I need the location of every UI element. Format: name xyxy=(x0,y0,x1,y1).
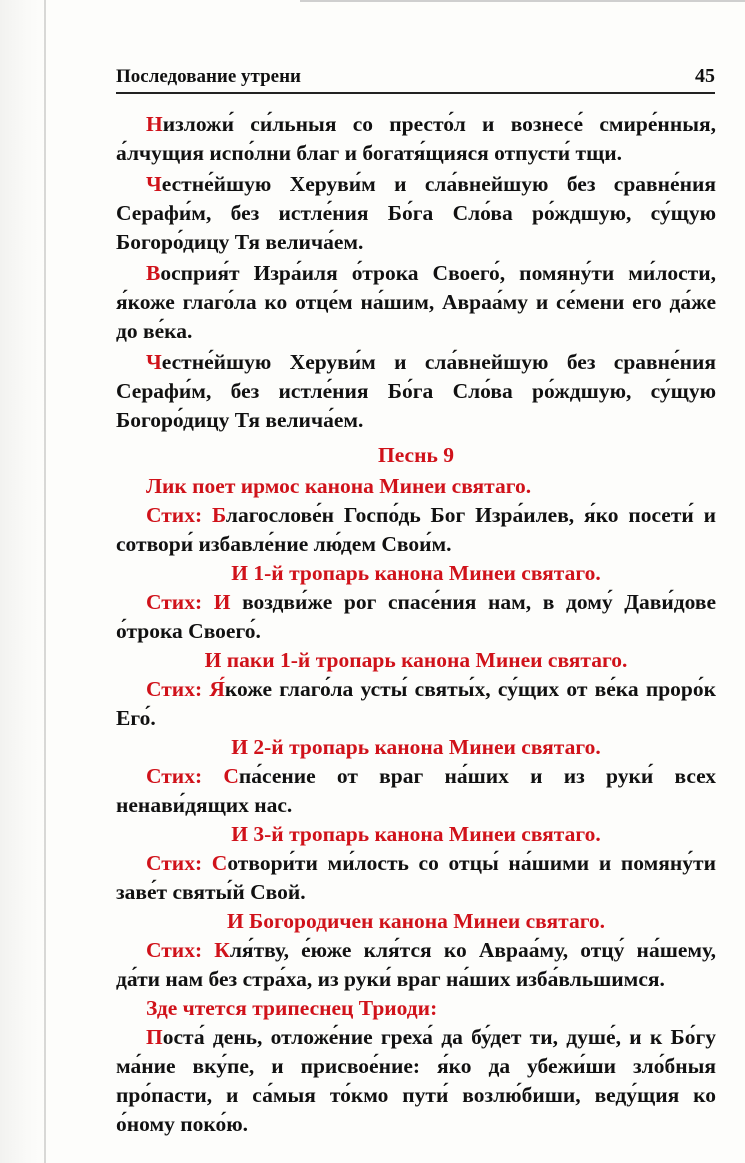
rubric-troparion-3: И 3-й тропарь канона Минеи святаго. xyxy=(231,822,601,846)
paragraph-vospriyat xyxy=(116,259,716,346)
verse-text: па́сение от враг на́ших и из руки́ всех ненави́дящих нас. xyxy=(116,764,716,817)
rubric-irmos: Лик поет ирмос канона Минеи святаго. xyxy=(146,474,532,498)
drop-initial: Ч xyxy=(146,172,162,196)
verse-initial: С xyxy=(211,851,228,875)
verse-4 xyxy=(116,762,716,820)
verse-label: Стих: xyxy=(146,851,203,875)
paragraph-posta xyxy=(116,1023,716,1139)
verse-1 xyxy=(116,501,716,559)
rubric-troparion-1: И 1-й тропарь канона Минеи святаго. xyxy=(231,561,601,585)
drop-initial: П xyxy=(146,1025,163,1049)
drop-initial: Н xyxy=(146,112,163,136)
page-binding-shadow xyxy=(0,0,46,1163)
verse-label: Стих: xyxy=(146,938,203,962)
rubric-theotokion: И Богородичен канона Минеи святаго. xyxy=(226,909,606,933)
paragraph-text: естне́йшую Херуви́м и сла́внейшую без сравне́ния Серафи́м, без истле́ния Бо́га Сло́ва ро́ждшую, су́щую Богоро́дицу Тя велича́ем. xyxy=(116,172,716,254)
verse-text: лагослове́н Госпо́дь Бог Изра́илев, я́ко посети́ и сотвори́ избавле́ние лю́дем Свои́м. xyxy=(116,503,716,556)
paragraph-chestneishuyu-1 xyxy=(116,170,716,257)
drop-initial: В xyxy=(146,261,161,285)
paragraph-text: естне́йшую Херуви́м и сла́внейшую без сравне́ния Серафи́м, без истле́ния Бо́га Сло́ва ро́ждшую, су́щую Богоро́дицу Тя велича́ем. xyxy=(116,350,716,432)
paragraph-text: оста́ день, отложе́ние греха́ да бу́дет ти, душе́, и к Бо́гу ма́ние вку́пе, и присвое́ние: я́ко да убежи́ши зло́бныя про́пасти, и са́мыя то́кмо пути́ возлю́биши, веду́щия ко о́ному поко́ю. xyxy=(116,1025,716,1136)
verse-initial: И xyxy=(213,590,231,614)
paragraph-text: осприя́т Изра́иля о́трока Своего́, помяну́ти ми́лости, я́коже глаго́ла ко отце́м на́шим, Авраа́му и се́мени его да́же до ве́ка. xyxy=(116,261,716,343)
page-binding-line xyxy=(44,0,46,1163)
section-heading: Песнь 9 xyxy=(378,443,454,467)
rubric-triodion: Зде чтется трипеснец Триоди: xyxy=(146,996,438,1020)
page-number: 45 xyxy=(695,65,715,87)
verse-label: Стих: xyxy=(146,503,203,527)
rubric-troparion-1-again: И паки 1-й тропарь канона Минеи святаго. xyxy=(204,648,628,672)
verse-initial: Я xyxy=(209,677,225,701)
verse-text: ля́тву, е́юже кля́тся ко Авраа́му, отцу́ на́шему, да́ти нам без стра́ха, из руки́ враг на́ших изба́вльшимся. xyxy=(116,938,717,991)
verse-label: Стих: xyxy=(146,764,203,788)
running-header xyxy=(116,64,715,94)
paragraph-text: изложи́ си́льныя со престо́л и вознесе́ смире́нныя, а́лчущия испо́лни благ и богатя́щияся отпусти́ тщи. xyxy=(116,112,716,165)
page-body xyxy=(116,110,716,1141)
verse-text: воздви́же рог спасе́ния нам, в дому́ Дави́дове о́трока Своего́. xyxy=(116,590,717,643)
verse-text: отвори́ти ми́лость со отцы́ на́шими и помяну́ти заве́т святы́й Свой. xyxy=(116,851,716,904)
rubric-troparion-2: И 2-й тропарь канона Минеи святаго. xyxy=(231,735,601,759)
running-title: Последование утрени xyxy=(116,66,301,87)
paragraph-chestneishuyu-2 xyxy=(116,348,716,435)
verse-text: ́коже глаго́ла усты́ святы́х, су́щих от ве́ка проро́к Его́. xyxy=(116,677,717,730)
verse-initial: С xyxy=(223,764,239,788)
paragraph-nizlozhi xyxy=(116,110,716,168)
verse-5 xyxy=(116,849,716,907)
top-edge-line xyxy=(300,0,745,2)
verse-2 xyxy=(116,588,716,646)
verse-initial: Б xyxy=(211,503,226,527)
verse-6 xyxy=(116,936,716,994)
verse-label: Стих: xyxy=(146,677,203,701)
verse-label: Стих: xyxy=(146,590,203,614)
drop-initial: Ч xyxy=(146,350,162,374)
verse-3 xyxy=(116,675,716,733)
verse-initial: К xyxy=(214,938,230,962)
